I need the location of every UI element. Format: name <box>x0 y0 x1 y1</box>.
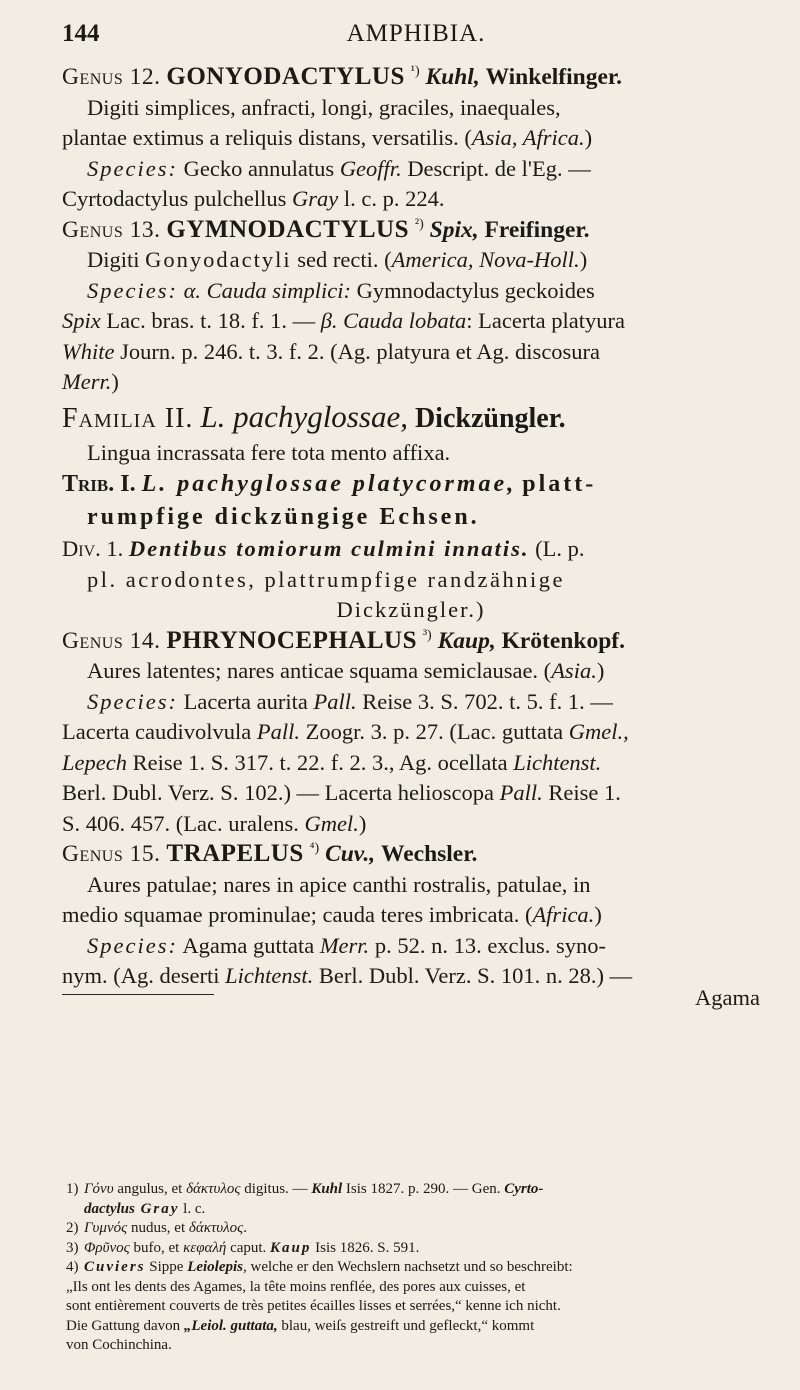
footnote-text: bufo, et <box>129 1239 184 1256</box>
main-text <box>62 62 760 1013</box>
desc-text: Aures latentes; nares anticae squama semiclausae. ( <box>87 658 552 683</box>
genus-13-species-cont <box>62 306 760 337</box>
genus-vernacular: Freifinger. <box>484 216 590 243</box>
species-label: Species: <box>87 688 178 714</box>
desc-text: sed recti. ( <box>291 247 392 272</box>
greek-word: Φρῦνος <box>84 1239 130 1256</box>
genus-15-species <box>62 931 760 962</box>
genus-label: Genus 12. <box>62 64 161 90</box>
divisio-line-2: pl. acrodontes, plattrumpfige randzähnige <box>87 566 565 592</box>
footnote-4-line-3: sont entièrement couverts de très petites écailles lisses et serrées,“ kenne ich nicht. <box>66 1298 561 1314</box>
genus-label: Genus 13. <box>62 216 161 243</box>
genus-label: Genus 14. <box>62 627 161 654</box>
species-text: Journ. p. 246. t. 3. f. 2. (Ag. platyura et Ag. discosura <box>114 338 601 364</box>
footnote-4-line-2: „Ils ont les dents des Agames, la tête moins renflée, des pores aux cuisses, et <box>66 1278 526 1295</box>
footnote-genus: Cyrto- <box>504 1181 544 1197</box>
species-author: Lichtenst. <box>225 963 314 988</box>
footnote-author: Cuviers <box>84 1259 146 1275</box>
species-text: Gymnodactylus geckoides <box>351 277 595 303</box>
tribus-vernacular: platt- <box>522 471 597 497</box>
familia-vernacular: Dickzüngler. <box>414 402 566 434</box>
genus-name: TRAPELUS <box>166 840 304 867</box>
genus-label: Genus 15. <box>62 841 161 867</box>
species-text: nym. (Ag. deserti <box>62 963 226 988</box>
species-alpha: α. Cauda simplici: <box>177 277 352 303</box>
footnote-number: 3) <box>66 1239 79 1256</box>
species-label: Species: <box>87 277 178 303</box>
desc-text: Gonyodactyli <box>145 247 292 272</box>
species-ref: Reise 1. <box>542 780 621 805</box>
greek-word: δάκτυλος <box>186 1181 241 1197</box>
footnote-4 <box>66 1258 760 1278</box>
footnote-text: Isis 1827. p. 290. — Gen. <box>342 1181 505 1197</box>
divisio-line-3: Dickzüngler.) <box>336 597 486 622</box>
footnote-author: Kaup <box>270 1239 312 1256</box>
species-author: Pall. <box>499 780 543 805</box>
footnote-ref: ³) <box>422 627 432 643</box>
divisio-label: Div. 1. <box>62 536 124 561</box>
genus-vernacular: Wechsler. <box>381 841 478 867</box>
footnote-ref: ²) <box>414 216 424 232</box>
genus-author: Kaup, <box>437 627 496 654</box>
genus-15-desc-cont <box>62 900 760 931</box>
footnote-3 <box>66 1239 760 1259</box>
species-author: Pall. <box>313 688 357 714</box>
footnote-author: Kuhl <box>311 1181 343 1197</box>
genus-13-species <box>62 276 760 307</box>
greek-word: Γυμνός <box>84 1220 128 1236</box>
page-header <box>62 20 760 54</box>
footnote-text: Sippe <box>145 1259 188 1275</box>
footnote-text: Die Gattung davon <box>66 1317 184 1334</box>
genus-12-species <box>62 154 760 185</box>
desc-text: Digiti simplices, anfracti, longi, graciles, inaequales, <box>87 94 561 120</box>
species-author: White <box>62 338 115 364</box>
region: Africa. <box>532 902 595 927</box>
species-ref: l. c. p. 224. <box>338 186 445 211</box>
tribus-label: Trib. I. <box>62 471 136 497</box>
genus-vernacular: Krötenkopf. <box>501 627 625 654</box>
footnote-2 <box>66 1219 760 1239</box>
genus-vernacular: Winkelfinger. <box>485 64 623 90</box>
species-label: Species: <box>87 932 178 958</box>
species-author: Merr. <box>319 932 370 958</box>
footnote-4-line-4 <box>66 1317 760 1337</box>
species-author: Lepech <box>62 749 127 775</box>
familia-name: L. pachyglossae, <box>200 398 408 434</box>
footnotes <box>66 1180 760 1356</box>
footnote-text: Isis 1826. S. 591. <box>311 1239 420 1256</box>
species-text: Gecko annulatus <box>177 155 340 181</box>
genus-12-desc-cont <box>62 123 760 154</box>
genus-14-desc <box>62 656 760 687</box>
species-label: Species: <box>87 155 178 181</box>
genus-14-species-cont4 <box>62 809 760 840</box>
genus-name: PHRYNOCEPHALUS <box>166 626 417 654</box>
footnote-1-cont <box>66 1200 760 1220</box>
footnote-text: angulus, et <box>113 1181 187 1197</box>
footnote-number: 2) <box>66 1220 79 1236</box>
genus-14-species-cont3 <box>62 778 760 809</box>
divisio-name: Dentibus tomiorum culmini innatis. <box>128 536 530 561</box>
punct: ) <box>584 125 593 150</box>
species-beta: β. Cauda lobata <box>320 308 467 333</box>
punct: ) <box>111 369 119 394</box>
species-text: : Lacerta platyura <box>466 308 625 333</box>
genus-name: GONYODACTYLUS <box>166 63 405 90</box>
genus-12-species-cont <box>62 184 760 215</box>
tribus-name: L. pachyglossae platycormae, <box>141 471 517 497</box>
genus-12-desc <box>62 93 760 124</box>
punct: ) <box>579 247 588 272</box>
tribus-vernacular-cont: rumpfige dickzüngige Echsen. <box>87 504 480 530</box>
divisio-ref: (L. p. <box>529 536 585 561</box>
genus-13-species-cont2 <box>62 337 760 368</box>
species-ref: Berl. Dubl. Verz. S. 101. n. 28.) — <box>313 963 633 988</box>
desc-text: Digiti <box>87 247 146 272</box>
genus-15-heading <box>62 839 760 870</box>
genus-15-desc: Aures patulae; nares in apice canthi rostralis, patulae, in <box>87 871 591 897</box>
footnote-text: . <box>243 1220 248 1236</box>
footnote-text: nudus, et <box>127 1220 189 1236</box>
desc-text: medio squamae prominulae; cauda teres imbricata. ( <box>62 902 533 927</box>
genus-13-heading <box>62 215 760 246</box>
species-author: Gmel., <box>568 719 629 744</box>
footnote-ref: ¹) <box>410 64 420 80</box>
genus-name: GYMNODACTYLUS <box>166 215 410 243</box>
footnote-text: caput. <box>226 1239 271 1256</box>
species-text: Lac. bras. t. 18. f. 1. — <box>100 308 321 333</box>
species-author: Geoffr. <box>339 155 402 181</box>
species-author: Gray <box>291 186 339 211</box>
genus-12-heading <box>62 62 760 93</box>
species-author: Lichtenst. <box>513 749 602 775</box>
footnote-author: Gray <box>134 1200 180 1217</box>
species-text: Berl. Dubl. Verz. S. 102.) — Lacerta helioscopa <box>62 780 500 805</box>
footnote-genus: Leiolepis <box>187 1259 244 1275</box>
genus-author: Kuhl, <box>425 64 480 90</box>
footnote-text: , welche er den Wechslern nachsetzt und so beschreibt: <box>243 1259 573 1275</box>
species-author: Spix <box>62 308 101 333</box>
species-ref: Descript. de l'Eg. — <box>401 155 591 181</box>
footnote-genus: „Leiol. guttata, <box>183 1317 278 1334</box>
region: Asia. <box>551 658 597 683</box>
page-number: 144 <box>62 20 100 47</box>
genus-author: Spix, <box>429 216 479 243</box>
desc-text: plantae extimus a reliquis distans, versatilis. ( <box>62 125 472 150</box>
species-text: Lacerta caudivolvula <box>62 719 257 744</box>
greek-word: δάκτυλος <box>188 1220 244 1236</box>
genus-13-desc <box>62 245 760 276</box>
species-text: Lacerta aurita <box>177 688 314 714</box>
species-text: S. 406. 457. (Lac. uralens. <box>62 810 305 836</box>
catchword: Agama <box>695 984 760 1010</box>
footnote-text: blau, weiſs gestreift und gefleckt,“ kommt <box>277 1317 535 1334</box>
species-ref: Reise 1. S. 317. t. 22. f. 2. 3., Ag. ocellata <box>126 749 514 775</box>
region: Asia, Africa. <box>471 125 585 150</box>
species-ref: Reise 3. S. 702. t. 5. f. 1. — <box>356 688 613 714</box>
footnote-number: 4) <box>66 1259 79 1275</box>
punct: ) <box>596 658 605 683</box>
species-author: Gmel. <box>304 810 359 836</box>
species-author: Pall. <box>256 719 301 744</box>
familia-label: Familia II. <box>62 402 194 434</box>
species-ref: Zoogr. 3. p. 27. (Lac. guttata <box>300 719 569 744</box>
footnote-ref: ⁴) <box>309 841 320 857</box>
genus-14-species-cont2 <box>62 748 760 779</box>
tribus-heading <box>62 468 760 501</box>
familia-heading <box>62 398 760 438</box>
familia-desc: Lingua incrassata fere tota mento affixa. <box>87 439 451 465</box>
species-text: Agama guttata <box>177 932 320 958</box>
genus-14-species <box>62 687 760 718</box>
footnote-1 <box>66 1180 760 1200</box>
divisio-heading <box>62 534 760 565</box>
punct: ) <box>594 902 602 927</box>
footnote-number: 1) <box>66 1181 79 1197</box>
genus-author: Cuv., <box>325 841 376 867</box>
species-ref: p. 52. n. 13. exclus. syno- <box>369 932 607 958</box>
running-head: AMPHIBIA. <box>346 20 486 47</box>
region: America, Nova-Holl. <box>391 247 580 272</box>
punct: ) <box>358 810 367 836</box>
greek-word: Γόνυ <box>84 1181 114 1197</box>
species-author: Merr. <box>62 369 112 394</box>
footnote-text: digitus. — <box>240 1181 312 1197</box>
footnote-text: l. c. <box>179 1200 206 1217</box>
greek-word: κεφαλή <box>183 1239 227 1256</box>
genus-13-species-cont3 <box>62 367 760 398</box>
genus-14-species-cont <box>62 717 760 748</box>
genus-14-heading <box>62 626 760 657</box>
footnote-4-line-5: von Cochinchina. <box>66 1337 172 1353</box>
species-text: Cyrtodactylus pulchellus <box>62 186 292 211</box>
footnote-genus: dactylus <box>84 1200 135 1217</box>
